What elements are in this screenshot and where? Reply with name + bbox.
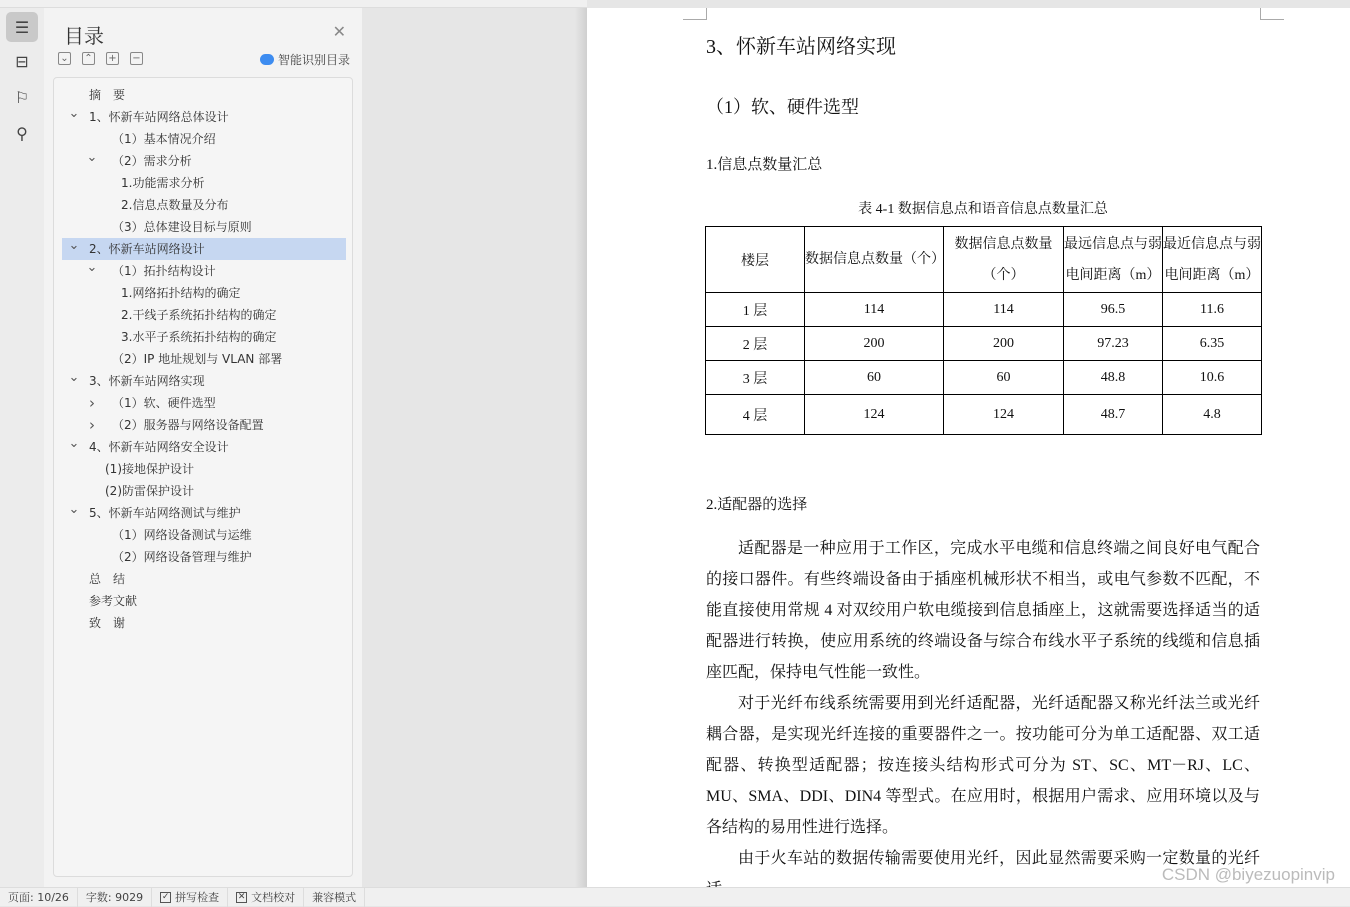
toc-item[interactable]	[62, 260, 346, 282]
chevron-right-icon[interactable]: ›	[89, 416, 95, 434]
table-caption: 表 4-1 数据信息点和语音信息点数量汇总	[858, 202, 1108, 217]
toc-item[interactable]	[62, 524, 346, 546]
smart-toc-label: 智能识别目录	[277, 53, 350, 67]
toc-item[interactable]	[62, 546, 346, 568]
toc-item[interactable]	[62, 84, 346, 106]
toc-item-label: 1、怀新车站网络总体设计	[89, 110, 229, 124]
add-level-icon[interactable]: +	[106, 52, 119, 65]
table-cell: 124	[805, 395, 944, 435]
table-cell: 6.35	[1163, 327, 1262, 361]
page-corner-mark	[683, 8, 707, 20]
status-bar	[0, 887, 1350, 906]
outline-icon[interactable]: ⊟	[15, 51, 29, 71]
toc-item-label: 3.水平子系统拓扑结构的确定	[121, 330, 277, 344]
toc-item-label: 5、怀新车站网络测试与维护	[89, 506, 241, 520]
table-row	[706, 395, 1262, 435]
table-cell: 96.5	[1064, 293, 1163, 327]
table-header-row	[706, 227, 1262, 293]
toc-item-label: (2)防雷保护设计	[105, 484, 194, 498]
chevron-down-icon[interactable]: ⌄	[68, 502, 80, 517]
table-cell: 1 层	[706, 293, 805, 327]
toc-item-label: （2）网络设备管理与维护	[112, 550, 252, 564]
chevron-down-icon[interactable]: ⌄	[86, 260, 98, 275]
spell-check-label: 拼写检查	[175, 890, 220, 904]
table-cell: 4.8	[1163, 395, 1262, 435]
table-cell: 2 层	[706, 327, 805, 361]
toc-title: 目录	[64, 24, 104, 48]
table-cell: 3 层	[706, 361, 805, 395]
spell-check-toggle[interactable]	[152, 888, 228, 907]
toc-item[interactable]	[62, 348, 346, 370]
table-cell: 200	[944, 327, 1064, 361]
page-corner-mark	[1260, 8, 1284, 20]
table-cell: 60	[944, 361, 1064, 395]
toc-item[interactable]	[62, 216, 346, 238]
toc-panel	[44, 8, 362, 887]
toc-item-label: （2）IP 地址规划与 VLAN 部署	[112, 352, 283, 366]
toc-item-label: 2.干线子系统拓扑结构的确定	[121, 308, 277, 322]
table-cell: 60	[805, 361, 944, 395]
toc-item[interactable]	[62, 502, 346, 524]
toc-item[interactable]	[62, 282, 346, 304]
table-cell: 200	[805, 327, 944, 361]
toc-item[interactable]	[62, 326, 346, 348]
expand-icon[interactable]: ⌄	[58, 52, 71, 65]
chevron-down-icon[interactable]: ⌄	[86, 150, 98, 165]
toc-item-label: （1）基本情况介绍	[112, 132, 216, 146]
proofread-toggle[interactable]	[228, 888, 304, 907]
toc-item[interactable]	[62, 128, 346, 150]
toc-item[interactable]	[62, 458, 346, 480]
table-cell: 124	[944, 395, 1064, 435]
check-icon: ✓	[161, 891, 170, 902]
chevron-down-icon[interactable]: ⌄	[68, 370, 80, 385]
table-cell: 114	[944, 293, 1064, 327]
toc-item-label: 致 谢	[89, 616, 126, 630]
toc-item[interactable]	[62, 150, 346, 172]
heading-subsection: （1）软、硬件选型	[706, 97, 859, 117]
toc-item[interactable]	[62, 414, 346, 436]
page-count[interactable]: 页面: 10/26	[0, 888, 78, 907]
word-count[interactable]: 字数: 9029	[78, 888, 152, 907]
table-cell: 97.23	[1064, 327, 1163, 361]
side-icon-bar	[0, 8, 44, 887]
toc-item-label: 1.功能需求分析	[121, 176, 205, 190]
toc-item-label: 1.网络拓扑结构的确定	[121, 286, 241, 300]
toc-item-label: （1）软、硬件选型	[112, 396, 216, 410]
compat-mode: 兼容模式	[304, 888, 365, 907]
toc-item-label: （1）拓扑结构设计	[112, 264, 216, 278]
table-cell: 114	[805, 293, 944, 327]
x-icon: ✕	[237, 891, 246, 902]
toc-item[interactable]	[62, 568, 346, 590]
toc-item-label: 2.信息点数量及分布	[121, 198, 229, 212]
th: 数据信息点数量（个）	[805, 227, 944, 293]
bookmark-icon[interactable]: ⚐	[14, 87, 30, 107]
chevron-down-icon[interactable]: ⌄	[68, 106, 80, 121]
paragraph: 适配器是一种应用于工作区，完成水平电缆和信息终端之间良好电气配合的接口器件。有些终端设备由于插座机械形状不相当，或电气参数不匹配，不能直接使用常规 4 对双绞用户软电缆接到信息插座上，这就需要选择适当的适配器进行转换，使应用系统的终端设备与综合布线水平子系统的线缆和信息插座匹配，保持电气性能一致性。	[706, 540, 1260, 681]
table-row	[706, 327, 1262, 361]
toc-item-label: 4、怀新车站网络安全设计	[89, 440, 229, 454]
heading-section: 3、怀新车站网络实现	[706, 36, 896, 58]
collapse-icon[interactable]: ⌃	[82, 52, 95, 65]
toc-item-label: （3）总体建设目标与原则	[112, 220, 252, 234]
toc-list	[53, 77, 353, 877]
th: 楼层	[706, 227, 805, 293]
toc-panel-icon[interactable]: ☰	[6, 12, 38, 42]
close-icon[interactable]: ✕	[332, 22, 346, 41]
toc-item[interactable]	[62, 590, 346, 612]
top-strip	[0, 0, 587, 8]
toc-item-label: 2、怀新车站网络设计	[89, 242, 205, 256]
paragraph: 由于火车站的数据传输需要使用光纤，因此显然需要采购一定数量的光纤	[738, 850, 1260, 867]
toc-item-label: 参考文献	[89, 594, 138, 608]
toc-item[interactable]	[62, 194, 346, 216]
paragraph: 对于光纤布线系统需要用到光纤适配器，光纤适配器又称光纤法兰或光纤耦合器，是实现光纤连接的重要器件之一。按功能可分为单工适配器、双工适配器、转换型适配器；按连接头结构形式可分为 ST、SC、MT－RJ、LC、MU、SMA、DDI、DIN4 等型式。在应用时，根据用户需求、应用环境以及与各结构的易用性进行选择。	[706, 695, 1260, 836]
table-cell: 48.8	[1064, 361, 1163, 395]
watermark: CSDN @biyezuopinvip	[1161, 865, 1335, 884]
toc-item-label: 总 结	[89, 572, 126, 586]
toc-item[interactable]	[62, 370, 346, 392]
table-row	[706, 361, 1262, 395]
toc-item-label: （2）需求分析	[112, 154, 192, 168]
table-cell: 10.6	[1163, 361, 1262, 395]
th: 最远信息点与弱电间距离（m）	[1064, 227, 1163, 293]
search-icon[interactable]: ⚲	[16, 123, 28, 143]
body-text	[706, 533, 1260, 905]
th: 数据信息点数量（个）	[944, 227, 1064, 293]
proofread-label: 文档校对	[251, 890, 296, 904]
page-shadow	[575, 8, 587, 887]
th: 最近信息点与弱电间距离（m）	[1163, 227, 1262, 293]
heading-point-summary: 1.信息点数量汇总	[706, 157, 823, 173]
toc-item-label: 摘 要	[89, 88, 126, 102]
document-page	[587, 8, 1350, 887]
toc-item[interactable]	[62, 238, 346, 260]
chevron-down-icon[interactable]: ⌄	[68, 436, 80, 451]
toc-item[interactable]	[62, 392, 346, 414]
table-cell: 11.6	[1163, 293, 1262, 327]
toc-item[interactable]	[62, 436, 346, 458]
smart-toc-button[interactable]	[260, 51, 350, 68]
heading-adapter: 2.适配器的选择	[706, 497, 808, 513]
toc-item-label: (1)接地保护设计	[105, 462, 194, 476]
toc-item[interactable]	[62, 480, 346, 502]
toc-item-label: 3、怀新车站网络实现	[89, 374, 205, 388]
table-row	[706, 293, 1262, 327]
toc-item-label: （2）服务器与网络设备配置	[112, 418, 264, 432]
remove-level-icon[interactable]: −	[130, 52, 143, 65]
toc-item[interactable]	[62, 612, 346, 634]
ai-icon	[260, 54, 274, 65]
toc-item[interactable]	[62, 172, 346, 194]
chevron-down-icon[interactable]: ⌄	[68, 238, 80, 253]
table-cell: 4 层	[706, 395, 805, 435]
toc-item[interactable]	[62, 304, 346, 326]
info-point-table	[705, 226, 1262, 435]
chevron-right-icon[interactable]: ›	[89, 394, 95, 412]
table-cell: 48.7	[1064, 395, 1163, 435]
toc-item[interactable]	[62, 106, 346, 128]
toc-item-label: （1）网络设备测试与运维	[112, 528, 252, 542]
